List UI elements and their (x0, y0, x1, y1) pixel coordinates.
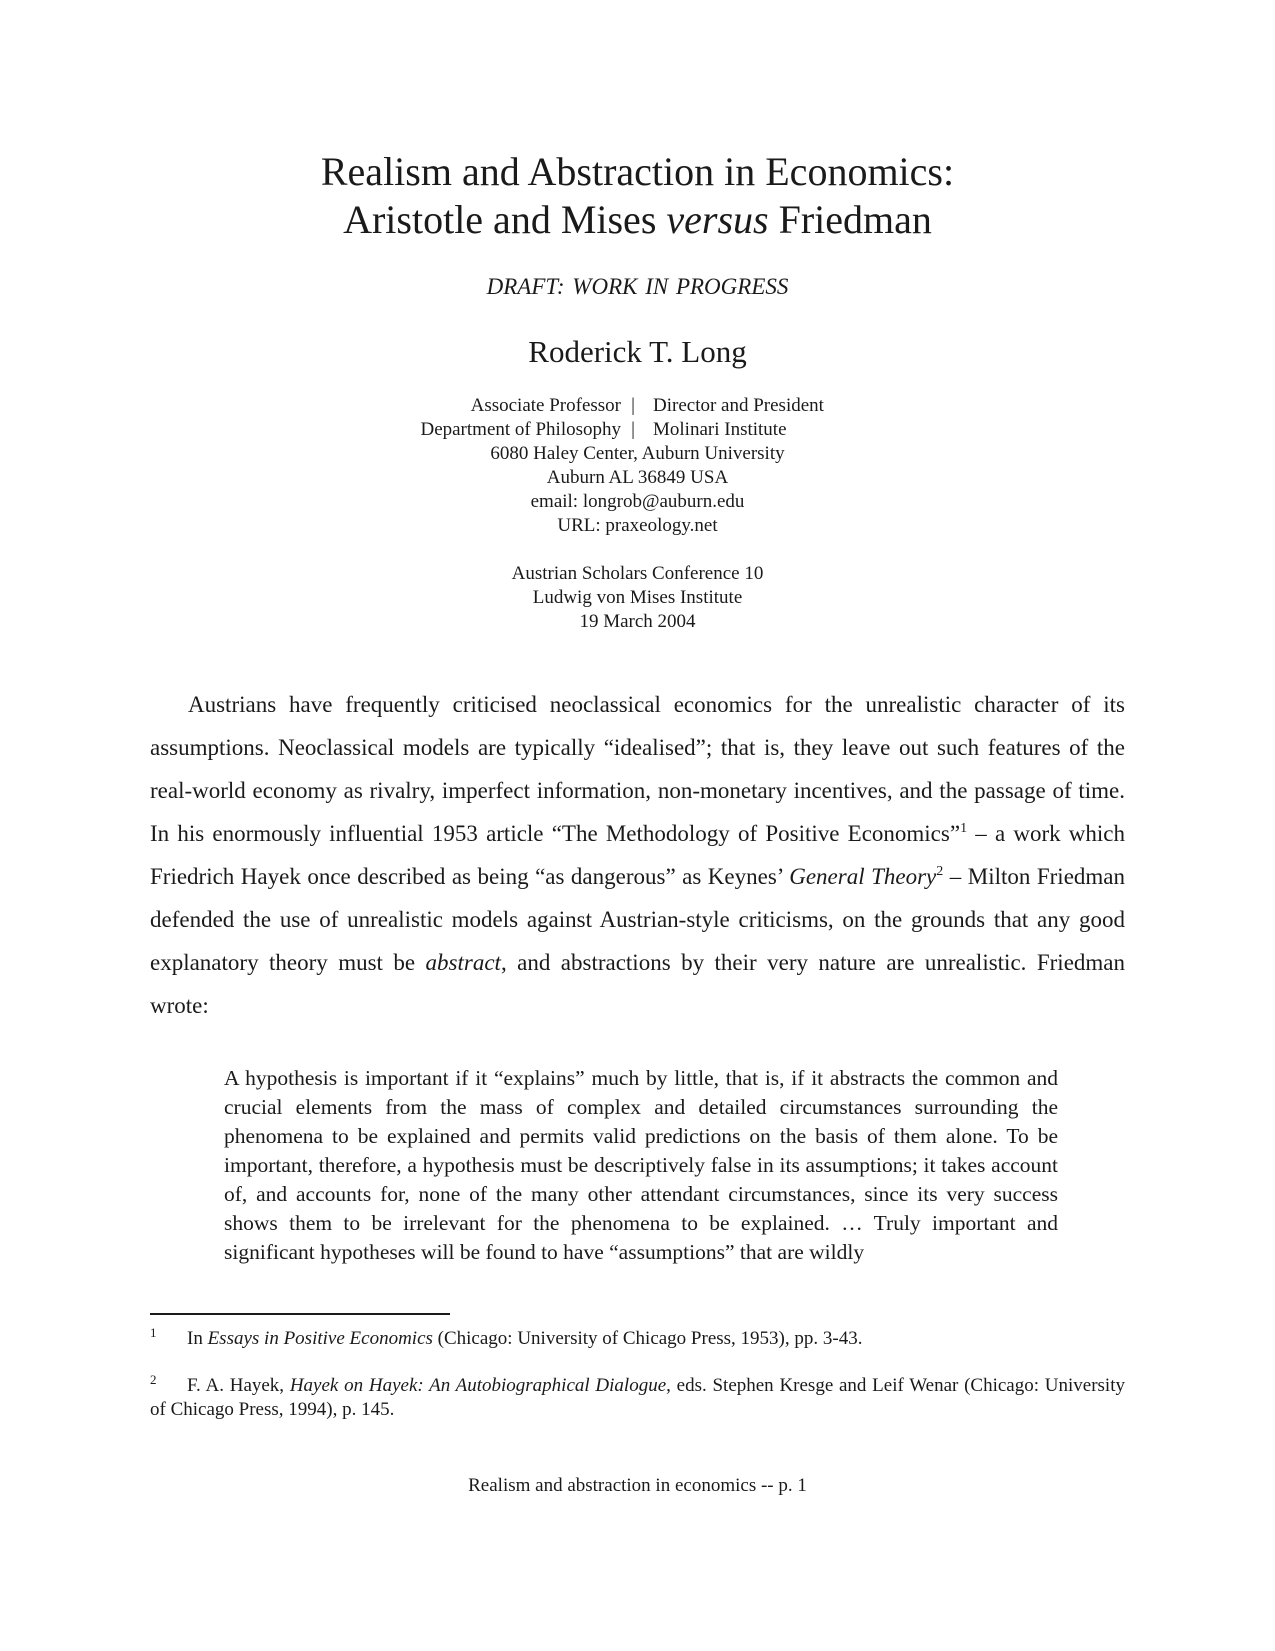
page-footer: Realism and abstraction in economics -- p. 1 (468, 1475, 807, 1496)
email-line: email: longrob@auburn.edu (530, 491, 745, 512)
draft-notice: DRAFT: WORK IN PROGRESS (486, 274, 789, 299)
footnote-italic: Hayek on Hayek: An Autobiographical Dialogue (289, 1375, 667, 1396)
paragraph (150, 683, 1125, 1027)
conference-date: 19 March 2004 (579, 611, 696, 632)
affiliation-left (399, 394, 621, 442)
footnote-text: F. A. Hayek, (187, 1375, 290, 1396)
quote-text: A hypothesis is important if it “explains” much by little, that is, if it abstracts the common and crucial elements from the mass of complex and detailed circumstances surrounding the phenomena to be explained and permits valid predictions on the basis of them alone. To be important, therefore, a hypothesis must be descriptively false in its assumptions; it takes account of, and accounts for, none of the many other attendant circumstances, since its very success shows them to be irrelevant for the phenomena to be explained. … Truly important and significant hypotheses will be found to have “assumptions” that are wildly (224, 1066, 1058, 1264)
paragraph-text: – Milton Friedman defended the use of unrealistic models against Austrian-style criticisms, on the grounds that any good explanatory theory must be (150, 864, 1126, 975)
footnote: 1 In Essays in Positive Economics (Chicago: University of Chicago Press, 1953), pp. 3-43. (150, 1325, 863, 1349)
url-line: URL: praxeology.net (557, 515, 718, 536)
title-line-2-italic: versus (666, 197, 769, 242)
italic-text: General Theory (789, 864, 937, 889)
affiliation-separator (626, 394, 640, 442)
footnote-divider (150, 1313, 450, 1315)
address-block (0, 442, 1275, 538)
affiliation-department: Department of Philosophy (420, 419, 621, 440)
title-line-1: Realism and Abstraction in Economics: (320, 149, 955, 194)
footnote-italic: Essays in Positive Economics (207, 1328, 433, 1349)
paragraph-text: – a work which Friedrich Hayek once described as being “as dangerous” as Keynes’ (150, 821, 1125, 889)
affiliation-separator-1: | (631, 395, 635, 416)
paragraph-text: , and abstractions by their very nature are unrealistic. Friedman wrote: (150, 950, 1125, 1018)
italic-text: abstract (425, 950, 501, 975)
footnote-text: (Chicago: University of Chicago Press, 1953), pp. 3-43. (432, 1328, 863, 1349)
affiliation-role: Director and President (653, 395, 824, 416)
affiliation-separator-2: | (631, 419, 635, 440)
affiliation-right (653, 394, 953, 442)
conference-host: Ludwig von Mises Institute (532, 587, 743, 608)
footnote-ref: 2 (936, 864, 944, 879)
affiliation-institute: Molinari Institute (653, 419, 787, 440)
title-line-2 (0, 196, 1275, 244)
title-line-2-pre: Aristotle and Mises (343, 197, 667, 242)
address-line: 6080 Haley Center, Auburn University (490, 443, 785, 464)
footnote-ref: 1 (960, 821, 968, 836)
conference-name: Austrian Scholars Conference 10 (511, 563, 764, 584)
footnote-text: , eds. Stephen Kresge and Leif Wenar (Chicago: University of Chicago Press, 1994), p. 145. (150, 1375, 1125, 1420)
title-line-2-post: Friedman (768, 197, 932, 242)
paragraph-text: Austrians have frequently criticised neoclassical economics for the unrealistic character of its assumptions. Neoclassical models are typically “idealised”; that is, they leave out such features of the real-world economy as rivalry, imperfect information, non-monetary incentives, and the passage of time. In his enormously influential 1953 article “The Methodology of Positive Economics” (150, 692, 1125, 846)
footnote-text: In (187, 1328, 208, 1349)
author-name: Roderick T. Long (528, 334, 747, 369)
address-line: Auburn AL 36849 USA (546, 467, 729, 488)
affiliation-title: Associate Professor (470, 395, 621, 416)
paper-title (0, 148, 1275, 244)
body-text (150, 683, 1125, 1027)
conference-block (0, 562, 1275, 634)
block-quote (224, 1064, 1058, 1267)
footnote: 2 F. A. Hayek, Hayek on Hayek: An Autobiographical Dialogue, eds. Stephen Kresge and Leif Wenar (Chicago: University of Chicago Press, 1994), p. 145. (150, 1372, 1125, 1420)
